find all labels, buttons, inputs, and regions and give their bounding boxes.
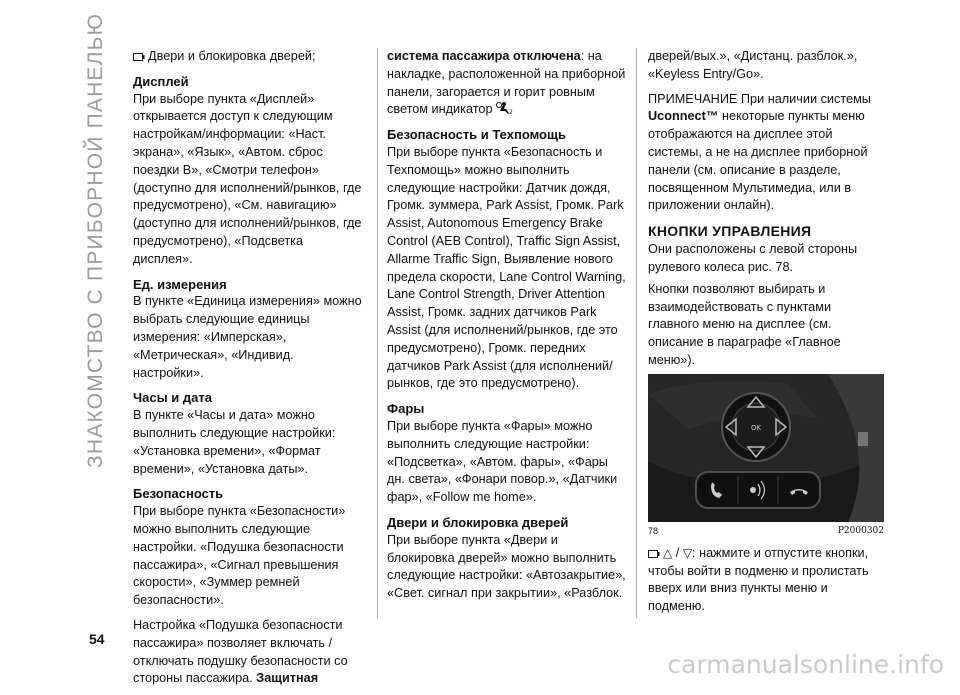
lower-button-strip <box>696 472 820 508</box>
passenger-system-text: : на накладке, расположенной на приборной панели, загорается и горит ровным светом индикатор <box>387 49 626 117</box>
paragraph-safety: При выборе пункта «Безопасности» можно выполнить следующие настройки. «Подушка безопасности пассажира», «Сигнал превышения скорости», «Зуммер ремней безопасности». <box>133 504 346 608</box>
bookmark-icon <box>133 53 145 61</box>
heading-units: Ед. измерения <box>133 276 227 292</box>
lead-line <box>133 48 365 66</box>
heading-lights: Фары <box>387 401 425 417</box>
heading-doors: Двери и блокировка дверей <box>387 514 569 530</box>
figure-code: P2000302 <box>837 525 884 536</box>
heading-buttons: КНОПКИ УПРАВЛЕНИЯ <box>648 223 812 240</box>
arrows-text: : нажмите и отпустите кнопки, чтобы войти в подменю и пролистать вверх или вниз пункты меню и подменю. <box>648 545 869 614</box>
down-triangle-icon: ▽ <box>682 545 693 560</box>
paragraph-continued: дверей/вых.», «Дистанц. разблок.», «Keyless Entry/Go». <box>648 49 858 81</box>
stalk-icon <box>858 432 868 446</box>
paragraph-units: В пункте «Единица измерения» можно выбрать следующие единицы измерения: «Имперская», «Метрическая», «Индивид. настройки». <box>133 294 362 380</box>
paragraph-display: При выборе пункта «Дисплей» открывается доступ к следующим настройкам/информации: «Наст. экрана», «Язык», «Автом. сброс поездки B», «Смотри телефон» (доступно для исполнений/рынков, где предусмотрено), «См. навигацию» (доступно для исполнений/рынков, где предусмотрено), «Подсветка дисплея». <box>133 91 362 266</box>
heading-display: Дисплей <box>133 73 189 89</box>
column-2 <box>387 48 627 610</box>
slash-separator: / <box>672 545 683 560</box>
paragraph-clock: В пункте «Часы и дата» можно выполнить следующие настройки: «Установка времени», «Формат времени», «Установка даты». <box>133 408 336 476</box>
passenger-system-bold: система пассажира отключена <box>387 49 581 63</box>
note-prefix: ПРИМЕЧАНИЕ При наличии системы <box>648 91 871 106</box>
chapter-side-title: ЗНАКОМСТВО С ПРИБОРНОЙ ПАНЕЛЬЮ <box>84 12 107 468</box>
steering-wheel-photo <box>648 374 884 522</box>
page-number: 54 <box>89 631 105 647</box>
airbag-text: Настройка «Подушка безопасности пассажира» позволяет включать / отключать подушку безопасности со стороны пассажира. <box>133 617 348 686</box>
column-3 <box>648 48 884 623</box>
paragraph-note <box>648 91 884 216</box>
airbag-off-indicator-icon <box>496 101 514 115</box>
paragraph-airbag <box>133 617 365 688</box>
heading-safety-tech: Безопасность и Техпомощь <box>387 127 566 143</box>
up-triangle-icon: △ <box>663 545 673 560</box>
paragraph-passenger-system <box>387 48 627 119</box>
airbag-bold: Защитная <box>256 671 319 686</box>
lead-text: Двери и блокировка дверей; <box>148 49 316 63</box>
watermark: carmanualsonline.info <box>667 650 944 679</box>
column-divider <box>377 48 378 618</box>
figure-caption <box>648 523 884 537</box>
svg-text:2: 2 <box>509 109 513 116</box>
paragraph-buttons-location: Они расположены с левой стороны рулевого колеса рис. 78. <box>648 242 858 274</box>
figure-number: 78 <box>648 525 659 536</box>
paragraph-safety-tech: При выборе пункта «Безопасность и Техпомощь» можно выполнить следующие настройки: Датчик дождя, Громк. зуммера, Park Assist, Громк. Park Assist, Autonomous Emergency Brake Control (AEB Control), Traffic Sign Assist, Allarme Traffic Sign, Выявление нового предела скорости, Lane Control Warning, Lane Control Strength, Driver Attention Assist, Громк. задних датчиков Park Assist (для исполнений/рынков, где это предусмотрено), Громк. передних датчиков Park Assist (для исполнений/рынков, где это предусмотрено). <box>387 144 626 391</box>
dpad-control[interactable] <box>722 393 790 461</box>
paragraph-buttons-usage: Кнопки позволяют выбирать и взаимодействовать с пунктами главного меню на дисплее (см. описание в параграфе «Главное меню»). <box>648 281 841 367</box>
ok-button[interactable]: OK <box>750 423 762 432</box>
paragraph-doors: При выборе пункта «Двери и блокировка дверей» можно выполнить следующие настройки: «Автозакрытие», «Свет. сигнал при закрытии», «Разблок. <box>387 532 626 601</box>
heading-safety: Безопасность <box>133 486 224 502</box>
column-1 <box>133 48 365 695</box>
steering-wheel-controls-figure <box>648 374 884 522</box>
paragraph-lights: При выборе пункта «Фары» можно выполнить следующие настройки: «Подсветка», «Автом. фары», «Фары дн. света», «Фонари повор.», «Датчики фар», «Follow me home». <box>387 418 618 505</box>
bookmark-icon <box>648 550 660 558</box>
heading-clock: Часы и дата <box>133 390 212 406</box>
paragraph-arrows <box>648 545 884 616</box>
note-rest: некоторые пункты меню отображаются на дисплее этой системы, а не на дисплее приборной панели (см. описание в разделе, посвященном Мультимедиа, или в приложении онлайн). <box>648 109 868 213</box>
note-bold: Uconnect™ <box>648 109 719 124</box>
column-divider <box>636 48 637 618</box>
